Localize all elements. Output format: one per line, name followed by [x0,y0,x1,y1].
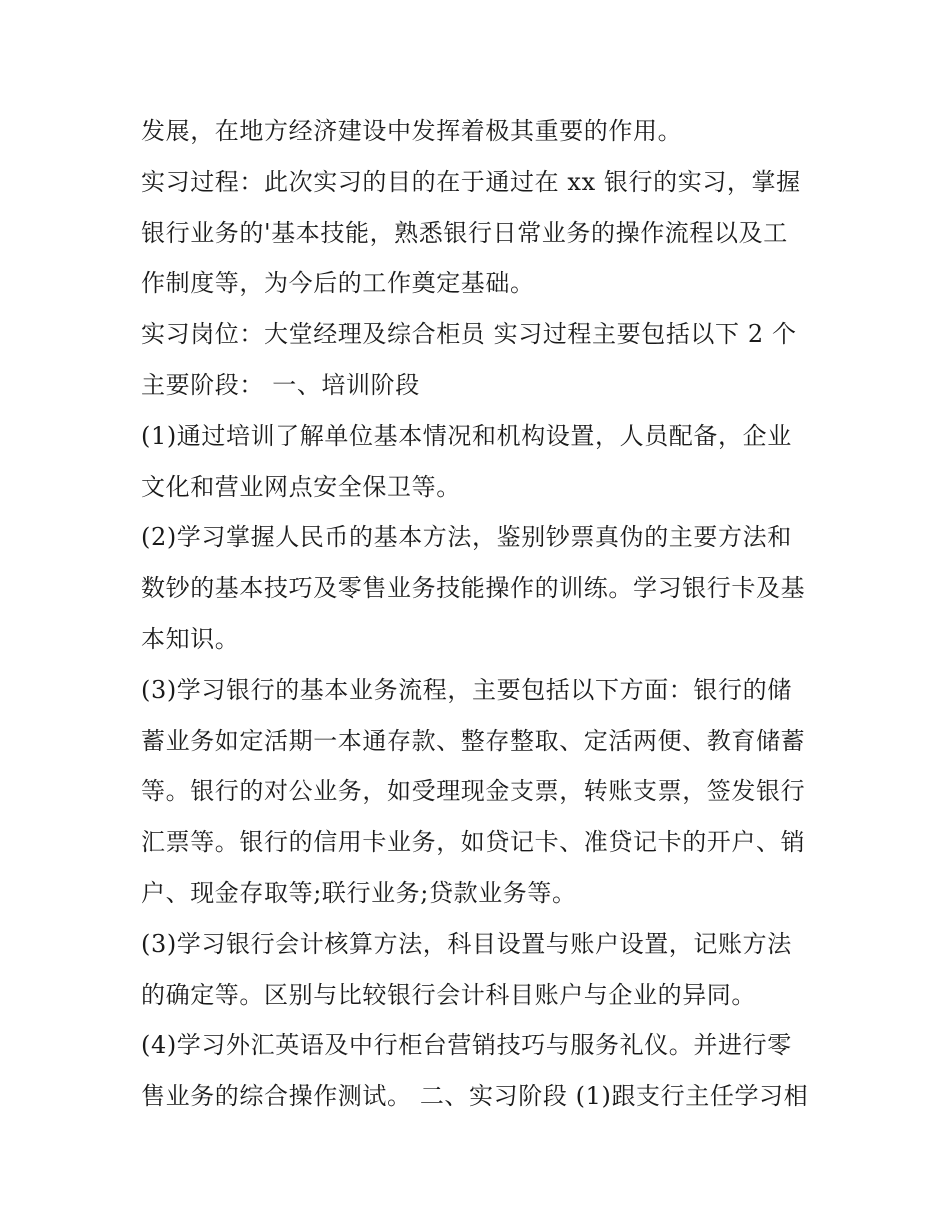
document-body [141,106,821,1122]
text-line: (3)学习银行会计核算方法，科目设置与账户设置，记账方法 [141,929,792,958]
text-line: 文化和营业网点安全保卫等。 [141,472,461,501]
text-line: 银行业务的'基本技能，熟悉银行日常业务的操作流程以及工 [141,218,788,247]
text-line: (2)学习掌握人民币的基本方法，鉴别钞票真伪的主要方法和 [141,523,792,552]
text-line: (4)学习外汇英语及中行柜台营销技巧与服务礼仪。并进行零 [141,1031,792,1060]
text-line: 的确定等。区别与比较银行会计科目账户与企业的异同。 [141,980,756,1009]
text-line: 汇票等。银行的信用卡业务，如贷记卡、准贷记卡的开户、销 [141,828,806,857]
text-line: 作制度等，为今后的工作奠定基础。 [141,269,535,298]
text-line: 发展，在地方经济建设中发挥着极其重要的作用。 [141,117,683,145]
text-line: 主要阶段： 一、培训阶段 [141,370,420,399]
text-line: 户、现金存取等;联行业务;贷款业务等。 [141,878,577,907]
text-line: 等。银行的对公业务，如受理现金支票，转账支票，签发银行 [141,777,806,806]
text-line: 实习岗位：大堂经理及综合柜员 实习过程主要包括以下 2 个 [141,320,797,349]
text-line: 售业务的综合操作测试。 二、实习阶段 (1)跟支行主任学习相 [141,1082,809,1111]
text-line: (1)通过培训了解单位基本情况和机构设置，人员配备，企业 [141,421,792,450]
text-line: 实习过程：此次实习的目的在于通过在 xx 银行的实习，掌握 [141,167,801,196]
text-line: 数钞的基本技巧及零售业务技能操作的训练。学习银行卡及基 [141,574,806,603]
text-line: (3)学习银行的基本业务流程，主要包括以下方面：银行的储 [141,675,792,704]
text-line: 蓄业务如定活期一本通存款、整存整取、定活两便、教育储蓄 [141,726,806,755]
text-line: 本知识。 [141,624,240,653]
